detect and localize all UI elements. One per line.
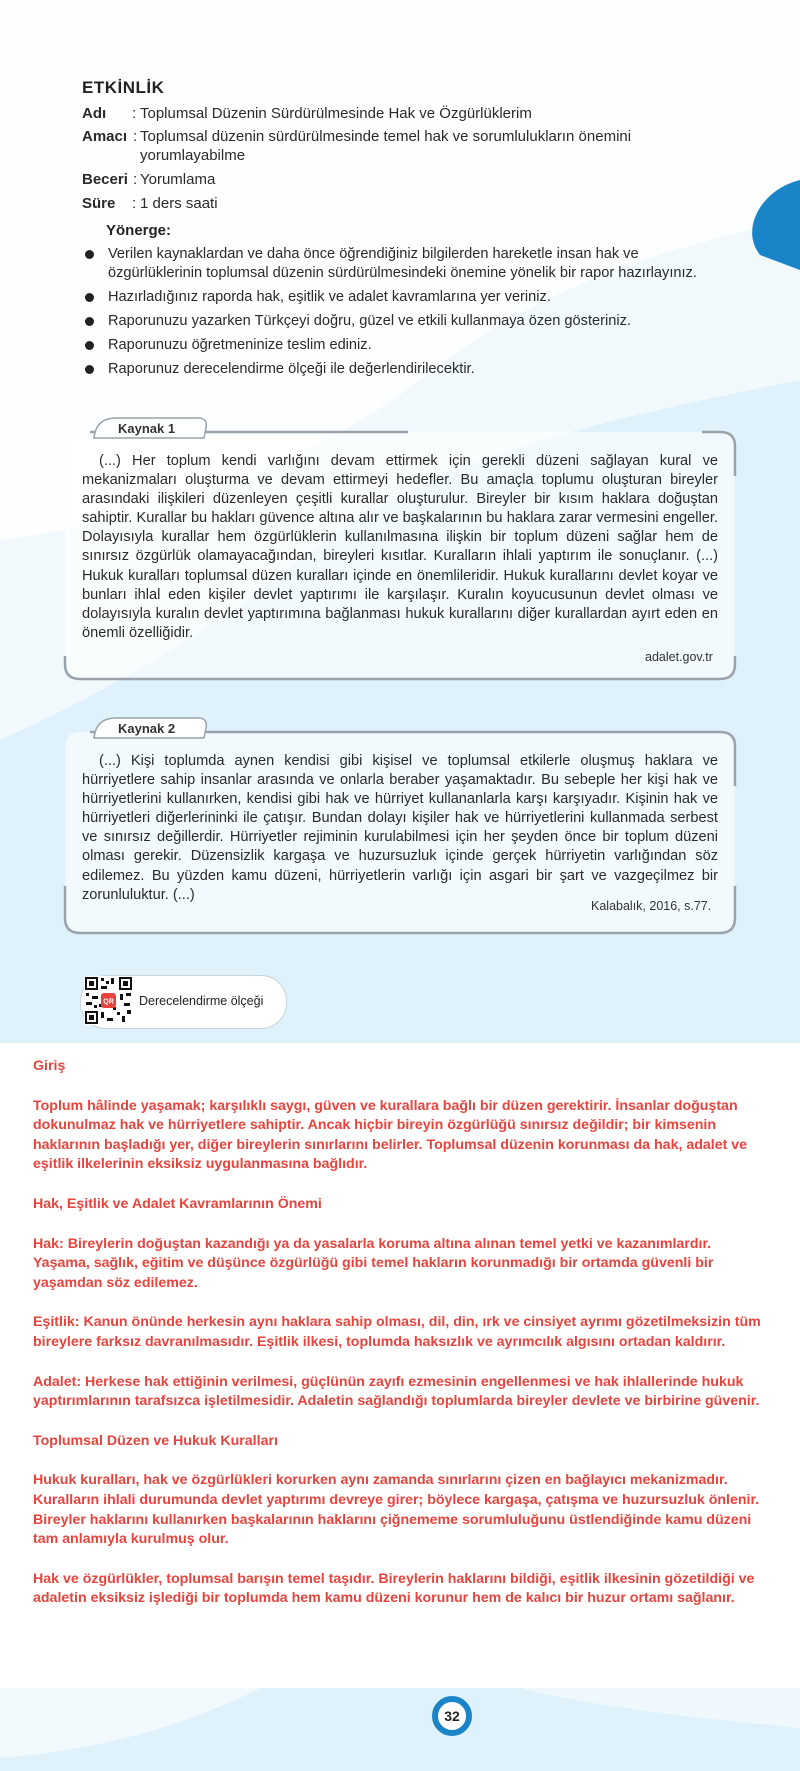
- report-right-text: Hak: Bireylerin doğuştan kazandığı ya da yasalarla koruma altına alınan temel yetki ve kazanımlardır. Yaşama, sağlık, eğitim ve düşünce özgürlüğü gibi temel hakların korunmadığı bir ortamda güvenli bir yaşamdan söz edilemez.: [33, 1235, 714, 1291]
- list-item: Verilen kaynaklardan ve daha önce öğrendiğiniz bilgilerden hareketle insan hak ve özgürlüklerinin toplumsal düzenin sürdürülmesindeki önemine yönelik bir rapor hazırlayınız.: [82, 245, 722, 283]
- source2-label: Kaynak 2: [118, 721, 176, 736]
- source1-text: (...) Her toplum kendi varlığını devam ettirmek için gerekli düzeni sağlayan kural ve mekanizmaları oluşturma ve devam ettirmeyi hedefler. Bu amaçla toplumu oluşturan bireyler arasındaki ilişkileri düzenleyen çeşitli kurallar oluşturulur. Bireyler bir kısım haklara doğuştan sahiptir. Kurallar bu hakları güvence altına alır ve başkalarının bu haklara zarar vermesini engeller. Dolayısıyla kurallar hem özgürlüklerin kullanılmasına ilişkin bir toplum düzeni sağlar hem de sınırsız özgürlük olamayacağından, bireyleri kısıtlar. Kuralların ihlali yaptırım ile sonuçlanır. (...) Hukuk kuralları toplumsal düzen kuralları içinde en önemlileridir. Hukuk kurallarını devlet koyar ve bunları ihlal eden kişiler devlet yaptırımı ile karşılaşır. Kuralın koyucusunun devlet olması ve dolayısıyla kuralın devlet yaptırımına bağlanması hukuk kurallarını diğer kurallardan ayırt eden en önemli özelliğidir.: [82, 453, 718, 641]
- report-concepts-heading: Hak, Eşitlik ve Adalet Kavramlarının Önemi: [33, 1195, 322, 1212]
- qr-code-label[interactable]: Derecelendirme ölçeği: [139, 994, 264, 1008]
- activity-title: ETKİNLİK: [82, 78, 165, 97]
- colon: :: [133, 171, 138, 188]
- student-report: [33, 1057, 768, 1629]
- skill-value: Yorumlama: [140, 171, 216, 188]
- skill-label: Beceri: [82, 171, 128, 188]
- report-justice-text: Adalet: Herkese hak ettiğinin verilmesi, güçlünün zayıfı ezmesinin engellenmesi ve hak ihlallerinde hukuk yaptırımlarının tarafsızca işletilmesidir. Adaletin sağlandığı toplumlarda bireyler devlete ve birbirine güvenir.: [33, 1373, 760, 1410]
- footer-waves: [0, 1688, 800, 1771]
- instructions-title: Yönerge:: [106, 222, 172, 239]
- source2-text: (...) Kişi toplumda aynen kendisi gibi kişisel ve toplumsal etkilerle oluşmuş haklara ve hürriyetlere sahip insanlar arasında ve onlarla beraber yaşamaktadır. Bu sebeple her kişi hak ve hürriyetlerini kullanırken, kendisi gibi hak ve hürriyet kullananlarla karşı karşıyadır. Kişinin hak ve hürriyetleri diğerlerininki ile çatışır. Bundan dolayı kişiler hak ve hürriyetlerini kullanmada serbest ve sınırsız değillerdir. Hürriyetler rejiminin kurulabilmesi için her şeyden önce bir toplum düzeni olması gerekir. Düzensizlik kargaşa ve huzursuzluk içinde gerçek hürriyetin varlığından söz edilemez. Bu yüzden kamu düzeni, hürriyetlerin varlığı için asgari bir şart ve vazgeçilmez bir zorunluluktur. (...): [82, 753, 718, 903]
- list-item: Raporunuzu öğretmeninize teslim ediniz.: [82, 336, 722, 355]
- page-number: 32: [432, 1696, 472, 1736]
- name-label: Adı: [82, 105, 107, 122]
- purpose-label: Amacı: [82, 128, 128, 145]
- source2-reference: Kalabalık, 2016, s.77.: [591, 899, 712, 913]
- report-conclusion-text: Hak ve özgürlükler, toplumsal barışın temel taşıdır. Bireylerin haklarını bildiği, eşitlik ilkesinin gözetildiği ve adaletin eksiksiz işlediği bir toplumda hem kamu düzeni korunur hem de kalıcı bir huzur ortamı sağlanır.: [33, 1570, 755, 1607]
- report-intro-text: Toplum hâlinde yaşamak; karşılıklı saygı, güven ve kurallara bağlı bir düzen gerektirir. İnsanlar doğuştan dokunulmaz hak ve hürriyetlere sahiptir. Ancak hiçbir bireyin özgürlüğü sınırsız değildir; bir kimsenin haklarının başladığı yer, diğer bireylerin sınırlarını belirler. Toplumsal düzenin korunması da hak, adalet ve eşitlik ilkelerinin eksiksiz uygulanmasına bağlıdır.: [33, 1097, 748, 1173]
- colon: :: [132, 195, 137, 212]
- list-item: Raporunuz derecelendirme ölçeği ile değerlendirilecektir.: [82, 360, 722, 379]
- svg-text:QR: QR: [103, 998, 114, 1006]
- list-item: Raporunuzu yazarken Türkçeyi doğru, güzel ve etkili kullanmaya özen gösteriniz.: [82, 312, 722, 331]
- colon: :: [132, 105, 137, 122]
- duration-value: 1 ders saati: [140, 195, 218, 212]
- report-order-text: Hukuk kuralları, hak ve özgürlükleri korurken aynı zamanda sınırlarını çizen en bağlayıcı mekanizmadır. Kuralların ihlali durumunda devlet yaptırımı devreye girer; böylece kargaşa, çatışma ve huzursuzluk önlenir. Bireyler haklarını kullanırken başkalarının haklarını çiğnememe sorumluluğunu üstlendiğinde kamu düzeni tam anlamıyla kurulmuş olur.: [33, 1472, 760, 1548]
- qr-code-icon[interactable]: [84, 976, 133, 1025]
- source1-label: Kaynak 1: [118, 421, 176, 436]
- source1-reference: adalet.gov.tr: [645, 650, 713, 664]
- report-intro-heading: Giriş: [33, 1058, 66, 1074]
- page-footer: [0, 1688, 800, 1771]
- list-item: Hazırladığınız raporda hak, eşitlik ve adalet kavramlarına yer veriniz.: [82, 288, 722, 307]
- name-value: Toplumsal Düzenin Sürdürülmesinde Hak ve Özgürlüklerim: [140, 105, 532, 122]
- purpose-value: Toplumsal düzenin sürdürülmesinde temel hak ve sorumlulukların önemini yorumlayabilme: [140, 128, 632, 164]
- report-equality-text: Eşitlik: Kanun önünde herkesin aynı haklara sahip olması, dil, din, ırk ve cinsiyet ayrımı gözetilmeksizin tüm bireylere farksız davranılmasıdır. Eşitlik ilkesi, toplumda haksızlık ve ayrımcılık algısını ortadan kaldırır.: [33, 1314, 761, 1350]
- colon: :: [133, 128, 138, 145]
- instructions-list: [82, 245, 722, 384]
- duration-label: Süre: [82, 195, 116, 212]
- report-order-heading: Toplumsal Düzen ve Hukuk Kuralları: [33, 1432, 278, 1449]
